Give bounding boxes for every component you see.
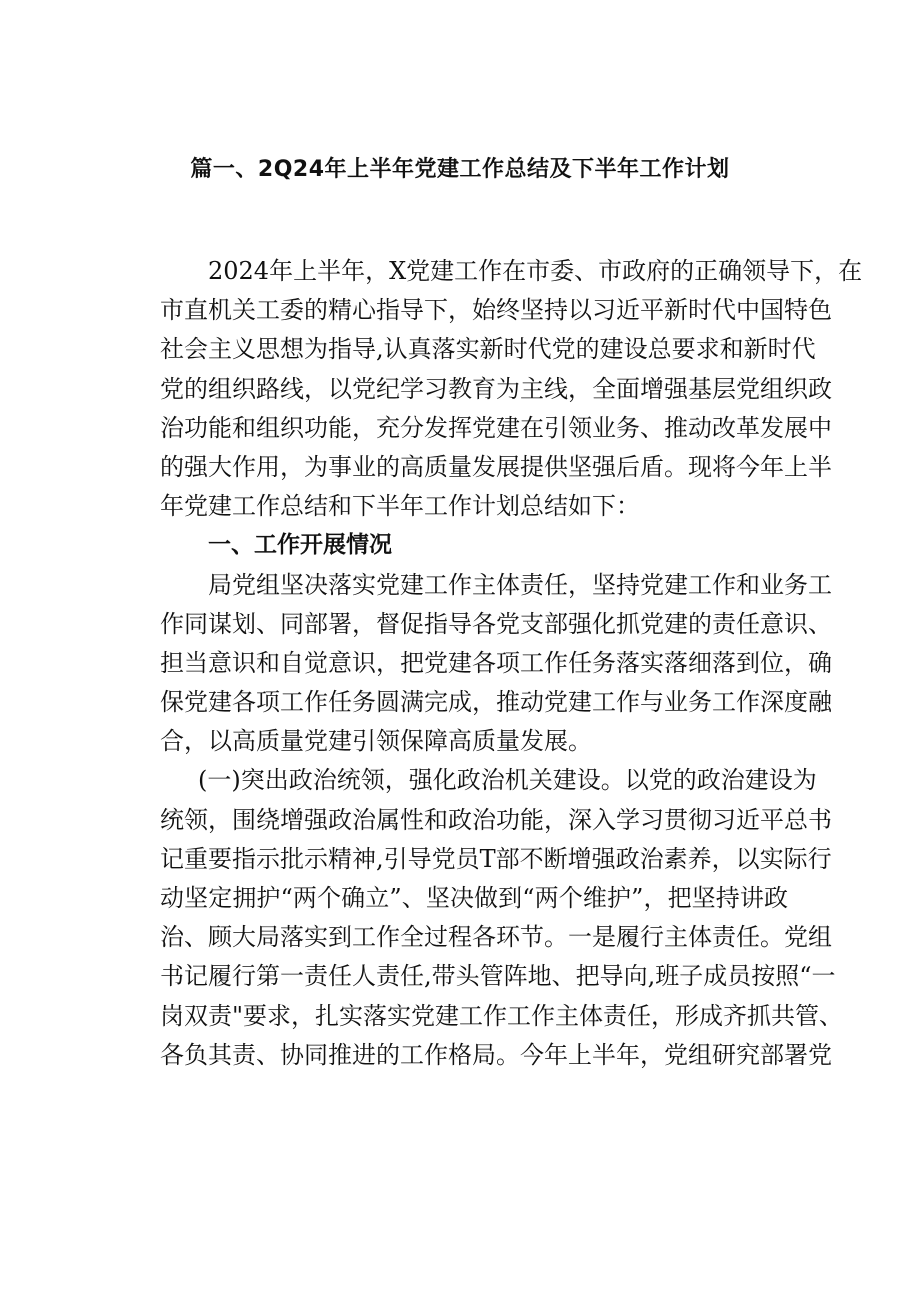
paragraph-line: 年党建工作总结和下半年工作计划总结如下：: [160, 492, 640, 521]
section-heading: 一、工作开展情况: [208, 532, 392, 559]
subsection-heading-line: (一)突出政治统领，强化政治机关建设。以党的政治建设为: [198, 766, 817, 795]
paragraph-line: 局党组坚决落实党建工作主体责任，坚持党建工作和业务工: [208, 570, 832, 599]
document-body: [160, 252, 863, 1075]
paragraph-line: 记重要指示批示精神,引导党员T部不断增强政治素养，以实际行: [160, 844, 832, 873]
paragraph-line: 岗双责"要求，扎实落实党建工作工作主体责任，形成齐抓共管、: [160, 1001, 844, 1030]
paragraph-line: 书记履行第一责任人责任,带头管阵地、把导向,班子成员按照“一: [160, 962, 836, 991]
document-title: 篇一、2Q24年上半年党建工作总结及下半年工作计划: [190, 157, 730, 182]
paragraph-line: 治、顾大局落实到工作全过程各环节。一是履行主体责任。党组: [160, 923, 832, 952]
paragraph-line: 社会主义思想为指导,认真落实新时代党的建设总要求和新时代: [160, 335, 816, 364]
paragraph-line: 各负其责、协同推进的工作格局。今年上半年，党组研究部署党: [160, 1040, 832, 1069]
paragraph-line: 保党建各项工作任务圆满完成，推动党建工作与业务工作深度融: [160, 688, 832, 717]
paragraph-line: 动坚定拥护“两个确立”、坚决做到“两个维护”，把坚持讲政: [160, 884, 788, 912]
paragraph-line: 统领，围绕增强政治属性和政治功能，深入学习贯彻习近平总书: [160, 805, 832, 834]
paragraph-line: 担当意识和自觉意识，把党建各项工作任务落实落细落到位，确: [160, 648, 832, 677]
paragraph-line: 2024年上半年，X党建工作在市委、市政府的正确领导下，在: [208, 257, 863, 285]
paragraph-line: 治功能和组织功能，充分发挥党建在引领业务、推动改革发展中: [160, 413, 832, 442]
paragraph-line: 合，以高质量党建引领保障高质量发展。: [160, 727, 592, 756]
paragraph-line: 市直机关工委的精心指导下，始终坚持以习近平新时代中国特色: [160, 296, 832, 325]
paragraph-line: 作同谋划、同部署，督促指导各党支部强化抓党建的责任意识、: [160, 609, 832, 638]
paragraph-line: 党的组织路线，以党纪学习教育为主线，全面增强基层党组织政: [160, 374, 832, 403]
paragraph-line: 的强大作用，为事业的高质量发展提供坚强后盾。现将今年上半: [160, 452, 832, 481]
